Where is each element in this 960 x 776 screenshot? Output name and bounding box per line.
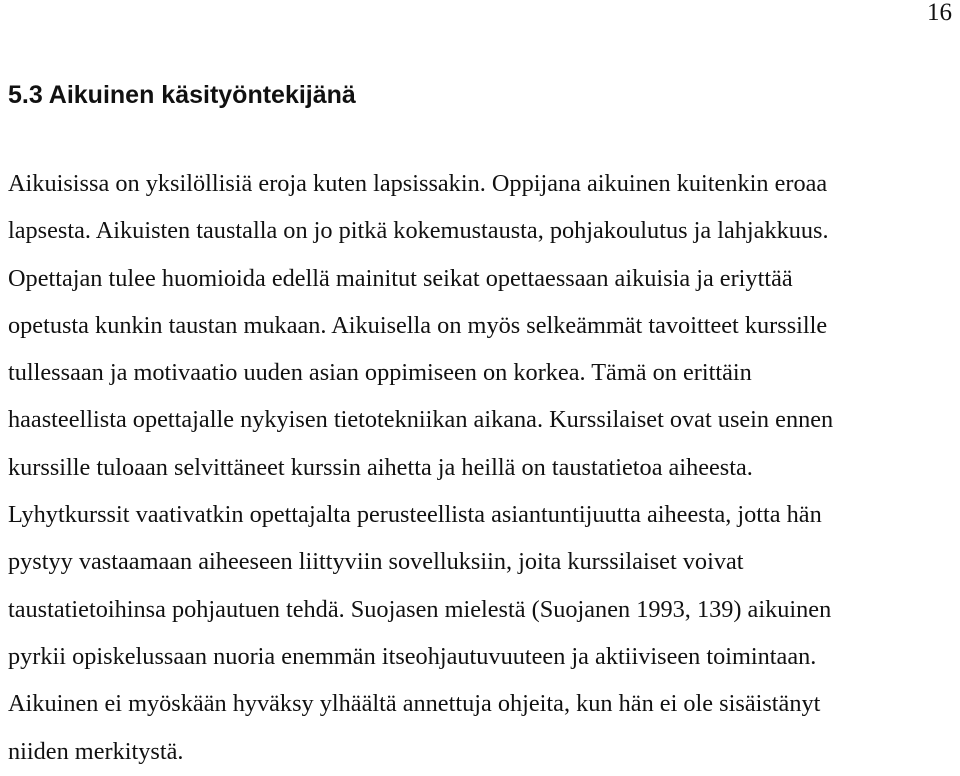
- paragraph-line: Opettajan tulee huomioida edellä mainitut seikat opettaessaan aikuisia ja eriyttää: [8, 264, 793, 292]
- paragraph-line: niiden merkitystä.: [8, 737, 184, 765]
- paragraph-line: pystyy vastaamaan aiheeseen liittyviin sovelluksiin, joita kurssilaiset voivat: [8, 548, 744, 576]
- paragraph-line: taustatietoihinsa pohjautuen tehdä. Suojasen mielestä (Suojanen 1993, 139) aikuinen: [8, 595, 832, 623]
- section-heading: 5.3 Aikuinen käsityöntekijänä: [8, 81, 356, 109]
- paragraph-line: kurssille tuloaan selvittäneet kurssin aihetta ja heillä on taustatietoa aiheesta.: [8, 453, 753, 481]
- paragraph-line: tullessaan ja motivaatio uuden asian oppimiseen on korkea. Tämä on erittäin: [8, 359, 752, 387]
- paragraph-line: lapsesta. Aikuisten taustalla on jo pitkä kokemustausta, pohjakoulutus ja lahjakkuus.: [8, 217, 829, 245]
- paragraph-line: Aikuinen ei myöskään hyväksy ylhäältä annettuja ohjeita, kun hän ei ole sisäistänyt: [8, 690, 821, 718]
- page-number: 16: [927, 0, 952, 26]
- paragraph-line: Aikuisissa on yksilöllisiä eroja kuten lapsissakin. Oppijana aikuinen kuitenkin eroaa: [8, 170, 828, 197]
- paragraph-line: opetusta kunkin taustan mukaan. Aikuisella on myös selkeämmät tavoitteet kurssille: [8, 311, 828, 339]
- paragraph-line: Lyhytkurssit vaativatkin opettajalta perusteellista asiantuntijuutta aiheesta, jotta hän: [8, 501, 822, 529]
- body-paragraph: [8, 160, 958, 775]
- paragraph-line: haasteellista opettajalle nykyisen tietotekniikan aikana. Kurssilaiset ovat usein ennen: [8, 406, 834, 434]
- paragraph-line: pyrkii opiskelussaan nuoria enemmän itseohjautuvuuteen ja aktiiviseen toimintaan.: [8, 642, 817, 670]
